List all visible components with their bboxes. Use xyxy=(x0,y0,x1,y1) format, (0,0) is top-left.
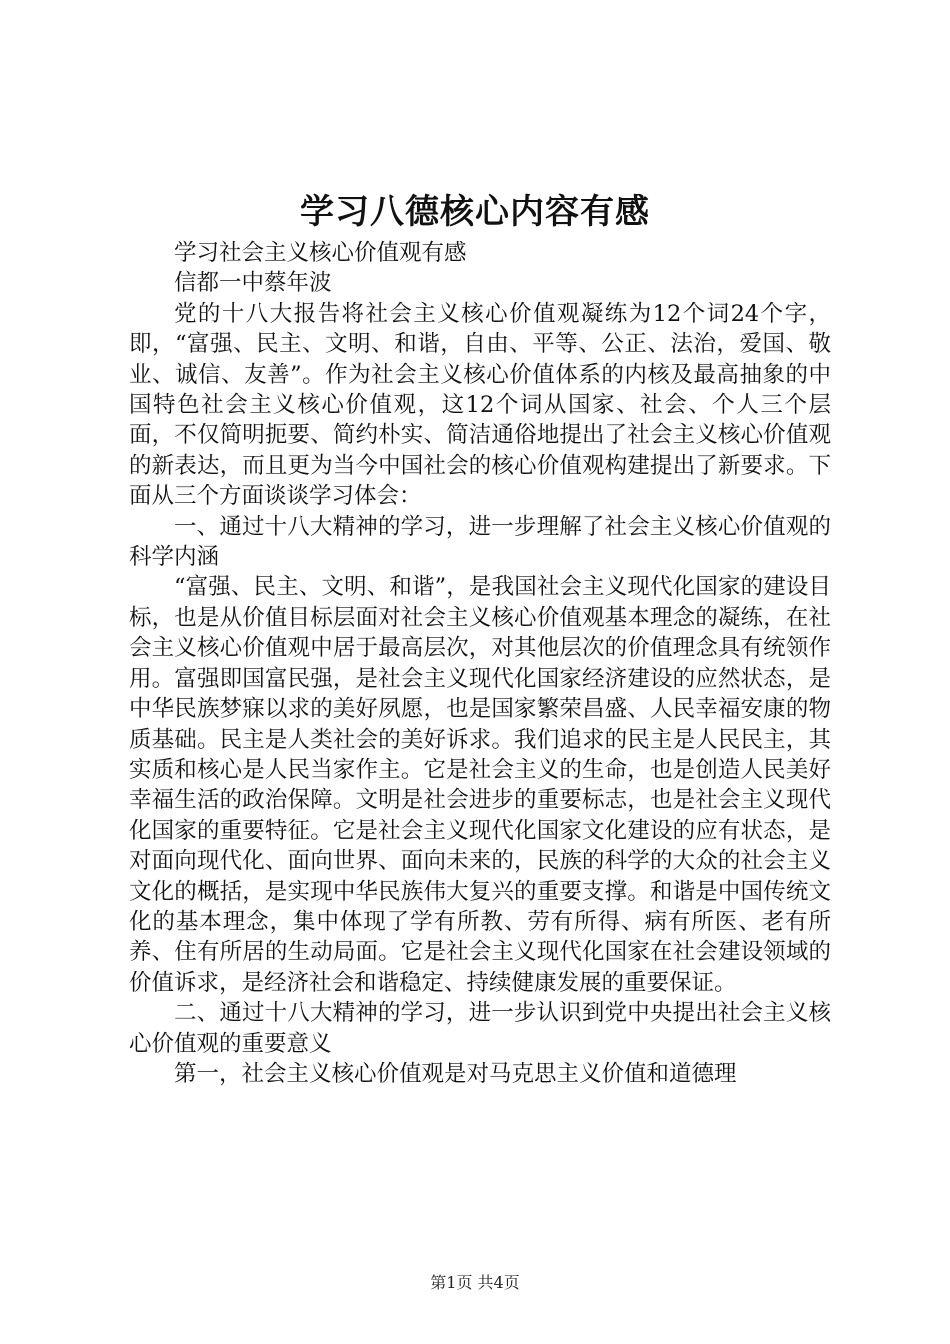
paragraph-author: 信都一中蔡年波 xyxy=(174,270,332,297)
paragraph-section-2: 第一，社会主义核心价值观是对马克思主义价值和道德理 xyxy=(174,1060,737,1087)
document-body xyxy=(129,238,831,1089)
section-heading-1: 一、通过十八大精神的学习，进一步理解了社会主义核心价值观的科学内涵 xyxy=(129,513,831,571)
paragraph-subtitle: 学习社会主义核心价值观有感 xyxy=(174,240,467,266)
document-title: 学习八德核心内容有感 xyxy=(300,192,650,232)
paragraph-section-1: “富强、民主、文明、和谐”，是我国社会主义现代化国家的建设目标，也是从价值目标层面对社会主义核心价值观基本理念的凝练，在社会主义核心价值观中居于最高层次，对其他层次的价值理念具有统领作用。富强即国富民强，是社会主义现代化国家经济建设的应然状态，是中华民族梦寐以求的美好夙愿，也是国家繁荣昌盛、人民幸福安康的物质基础。民主是人类社会的美好诉求。我们追求的民主是人民民主，其实质和核心是人民当家作主。它是社会主义的生命，也是创造人民美好幸福生活的政治保障。文明是社会进步的重要标志，也是社会主义现代化国家的重要特征。它是社会主义现代化国家文化建设的应有状态，是对面向现代化、面向世界、面向未来的，民族的科学的大众的社会主义文化的概括，是实现中华民族伟大复兴的重要支撑。和谐是中国传统文化的基本理念，集中体现了学有所教、劳有所得、病有所医、老有所养、住有所居的生动局面。它是社会主义现代化国家在社会建设领域的价值诉求，是经济社会和谐稳定、持续健康发展的重要保证。 xyxy=(129,574,831,996)
paragraph-intro: 党的十八大报告将社会主义核心价值观凝练为12个词24个字，即，“富强、民主、文明、和谐，自由、平等、公正、法治，爱国、敬业、诚信、友善”。作为社会主义核心价值体系的内核及最高抽象的中国特色社会主义核心价值观，这12个词从国家、社会、个人三个层面，不仅简明扼要、简约朴实、简洁通俗地提出了社会主义核心价值观的新表达，而且更为当今中国社会的核心价值观构建提出了新要求。下面从三个方面谈谈学习体会： xyxy=(129,300,831,510)
section-heading-2: 二、通过十八大精神的学习，进一步认识到党中央提出社会主义核心价值观的重要意义 xyxy=(129,1000,831,1057)
page-footer: 第1页 共4页 xyxy=(430,1273,520,1292)
